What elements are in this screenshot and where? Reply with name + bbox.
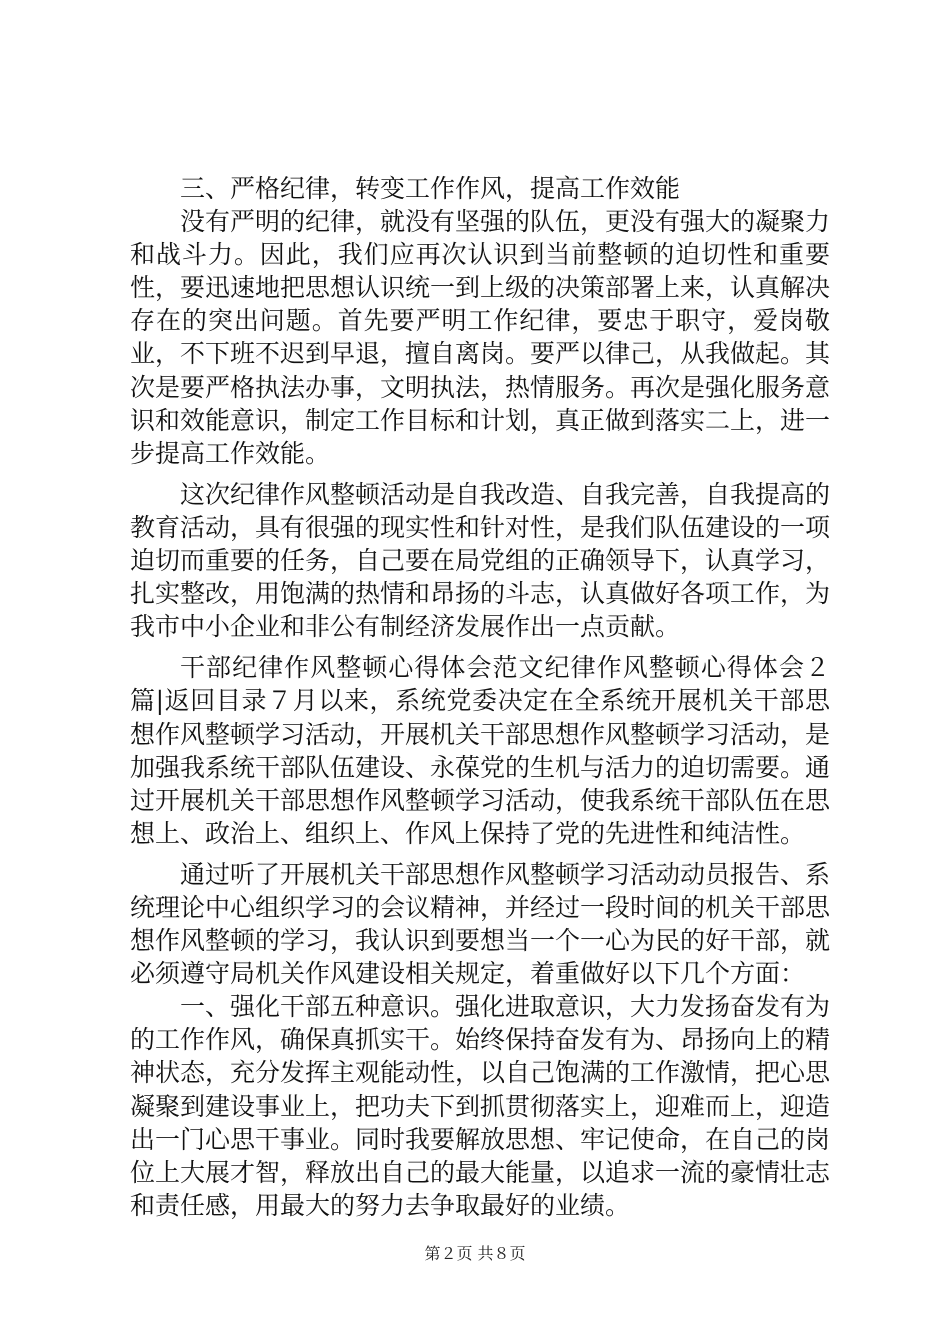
paragraph-article-intro: 干部纪律作风整顿心得体会范文纪律作风整顿心得体会２篇|返回目录７月以来，系统党委决定在全系统开展机关干部思想作风整顿学习活动，开展机关干部思想作风整顿学习活动，是加强我系统干部队伍建设、永葆党的生机与活力的迫切需要。通过开展机关干部思想作风整顿学习活动，使我系统干部队伍在思想上、政治上、组织上、作风上保持了党的先进性和纯洁性。	[130, 653, 831, 848]
page-number-footer: 第２页 共８页	[424, 1244, 526, 1263]
paragraph-learning-summary: 通过听了开展机关干部思想作风整顿学习活动动员报告、系统理论中心组织学习的会议精神，并经过一段时间的机关干部思想作风整顿的学习，我认识到要想当一个一心为民的好干部，就必须遵守局机关作风建设相关规定，着重做好以下几个方面：	[130, 859, 831, 989]
paragraph-five-awareness: 一、强化干部五种意识。强化进取意识，大力发扬奋发有为的工作作风，确保真抓实干。始终保持奋发有为、昂扬向上的精神状态，充分发挥主观能动性，以自己饱满的工作激情，把心思凝聚到建设事业上，把功夫下到抓贯彻落实上，迎难而上，迎造出一门心思干事业。同时我要解放思想、牢记使命，在自己的岗位上大展才智，释放出自己的最大能量，以追求一流的豪情壮志和责任感，用最大的努力去争取最好的业绩。	[130, 992, 831, 1220]
document-body	[130, 172, 830, 1222]
paragraph-discipline: 没有严明的纪律，就没有坚强的队伍，更没有强大的凝聚力和战斗力。因此，我们应再次认识到当前整顿的迫切性和重要性，要迅速地把思想认识统一到上级的决策部署上来，认真解决存在的突出问题。首先要严明工作纪律，要忠于职守，爱岗敬业，不下班不迟到早退，擅自离岗。要严以律己，从我做起。其次是要严格执法办事，文明执法，热情服务。再次是强化服务意识和效能意识，制定工作目标和计划，真正做到落实二上，进一步提高工作效能。	[130, 207, 831, 468]
section-heading: 三、严格纪律，转变工作作风，提高工作效能	[180, 174, 681, 203]
paragraph-rectification-activity: 这次纪律作风整顿活动是自我改造、自我完善，自我提高的教育活动，具有很强的现实性和针对性，是我们队伍建设的一项迫切而重要的任务，自己要在局党组的正确领导下，认真学习，扎实整改，用饱满的热情和昂扬的斗志，认真做好各项工作，为我市中小企业和非公有制经济发展作出一点贡献。	[130, 479, 831, 642]
